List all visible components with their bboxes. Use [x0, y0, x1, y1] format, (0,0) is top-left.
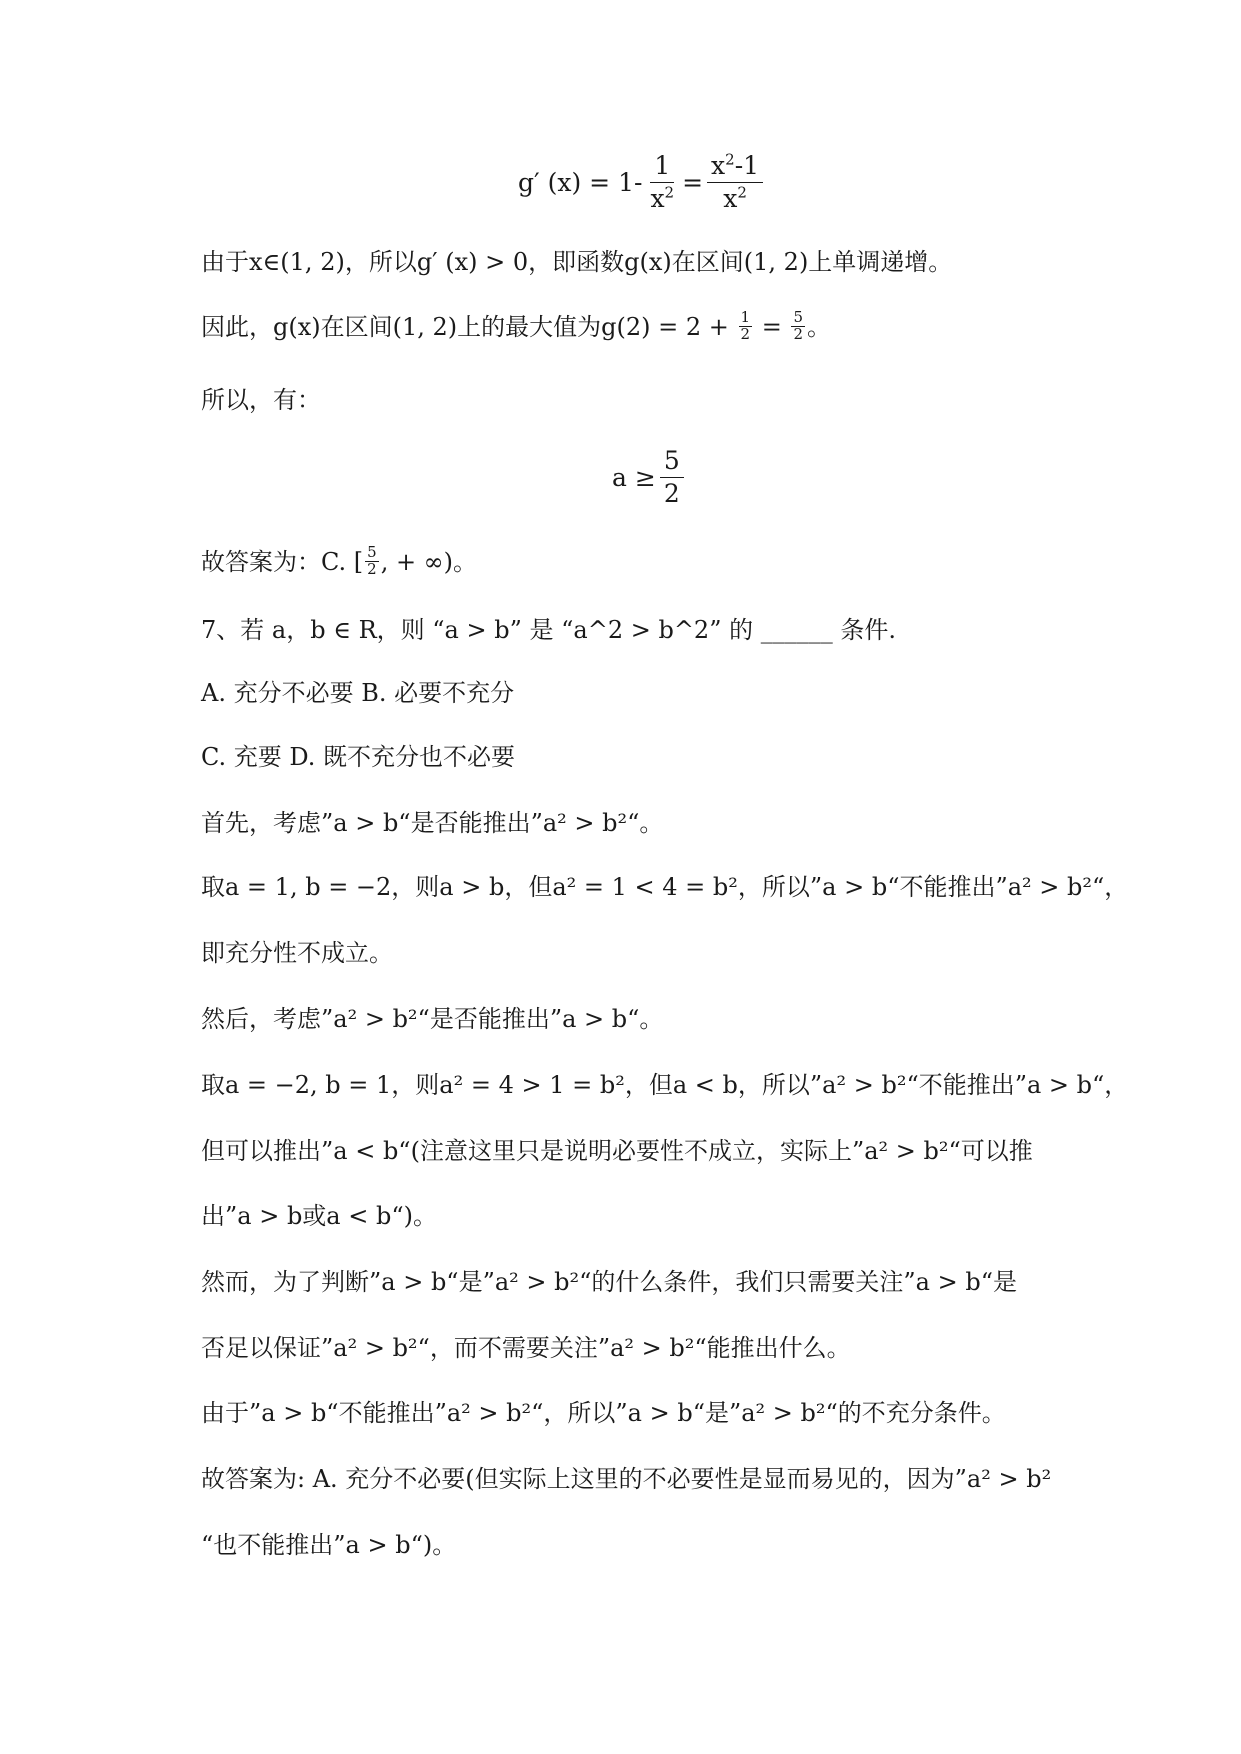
eq1-f2-num-sup: 2 [725, 150, 735, 169]
line2-half-num: 1 [740, 308, 751, 327]
option-line-ab: A. 充分不必要 B. 必要不充分 [201, 679, 515, 707]
text-line-18: 故答案为: A. 充分不必要(但实际上这里的不必要性是显而易见的，因为”a² > b² [201, 1465, 1052, 1493]
text-line-16: 否足以保证”a² > b²“，而不需要关注”a² > b²“能推出什么。 [201, 1334, 851, 1362]
line2-five-den: 2 [793, 325, 803, 343]
line4-fraction [365, 545, 379, 578]
text-line-19: “也不能推出”a > b“)。 [201, 1531, 457, 1559]
eq1-f2-num [707, 152, 763, 183]
eq2-lhs: a ≥ [612, 462, 656, 492]
line2-text: 因此，g(x)在区间(1, 2)上的最大值为g(2) = 2 + [201, 313, 737, 341]
option-line-cd: C. 充要 D. 既不充分也不必要 [201, 743, 516, 771]
line4-num: 5 [367, 543, 377, 562]
eq1-f2-den [719, 183, 751, 213]
eq1-f1-den [646, 183, 678, 213]
equation-inequality [612, 447, 688, 507]
line2-five-num: 5 [793, 308, 803, 327]
text-line-14: 出”a > b或a < b“)。 [201, 1202, 437, 1230]
line4-text-a: 故答案为：C. [ [201, 548, 364, 576]
text-line-10: 即充分性不成立。 [201, 939, 393, 967]
eq1-fraction-1 [646, 152, 678, 212]
line2-half-den: 2 [740, 325, 751, 343]
eq2-den: 2 [663, 478, 680, 508]
eq1-f1-num: 1 [650, 152, 674, 183]
line4-den: 2 [367, 560, 377, 578]
line2-end: 。 [806, 313, 831, 341]
eq1-f1-den-base: x [650, 183, 665, 213]
text-line-8: 首先，考虑”a > b“是否能推出”a² > b²“。 [201, 809, 664, 837]
eq1-f2-num-rest: -1 [734, 151, 760, 180]
eq1-lhs: g′ (x) = 1- [518, 167, 643, 197]
line2-half-fraction [739, 310, 753, 343]
text-line-17: 由于”a > b“不能推出”a² > b²“，所以”a > b“是”a² > b²“的不充分条件。 [201, 1399, 1006, 1427]
text-line-15: 然而，为了判断”a > b“是”a² > b²“的什么条件，我们只需要关注”a > b“是 [201, 1268, 1017, 1296]
text-line-3: 所以，有： [201, 386, 321, 414]
eq1-mid: = [682, 167, 704, 197]
text-line-12: 取a = −2, b = 1，则a² = 4 > 1 = b²，但a < b，所以”a² > b²“不能推出”a > b“， [201, 1071, 1129, 1099]
eq1-f2-den-base: x [723, 183, 738, 213]
line2-five-fraction [791, 310, 805, 343]
eq2-fraction [660, 447, 684, 507]
text-line-4 [201, 545, 477, 580]
text-line-2 [201, 310, 831, 345]
text-line-9: 取a = 1, b = −2，则a > b，但a² = 1 < 4 = b²，所以”a > b“不能推出”a² > b²“， [201, 873, 1129, 901]
text-line-11: 然后，考虑”a² > b²“是否能推出”a > b“。 [201, 1005, 664, 1033]
eq1-fraction-2 [707, 152, 763, 212]
equation-derivative [518, 152, 767, 212]
text-line-1: 由于x∈(1, 2)，所以g′ (x) > 0，即函数g(x)在区间(1, 2)上单调递增。 [201, 248, 953, 276]
eq1-f2-num-base: x [711, 151, 726, 180]
text-line-13: 但可以推出”a < b“(注意这里只是说明必要性不成立，实际上”a² > b²“可以推 [201, 1137, 1033, 1165]
line2-eq: = [754, 313, 790, 341]
eq1-f2-den-sup: 2 [737, 183, 747, 202]
line4-text-b: , + ∞)。 [380, 548, 478, 576]
eq2-num: 5 [660, 447, 684, 478]
question-7: 7、若 a，b ∈ R，则 “a > b” 是 “a^2 > b^2” 的 ______ 条件. [201, 616, 896, 644]
eq1-f1-den-sup: 2 [664, 183, 675, 202]
